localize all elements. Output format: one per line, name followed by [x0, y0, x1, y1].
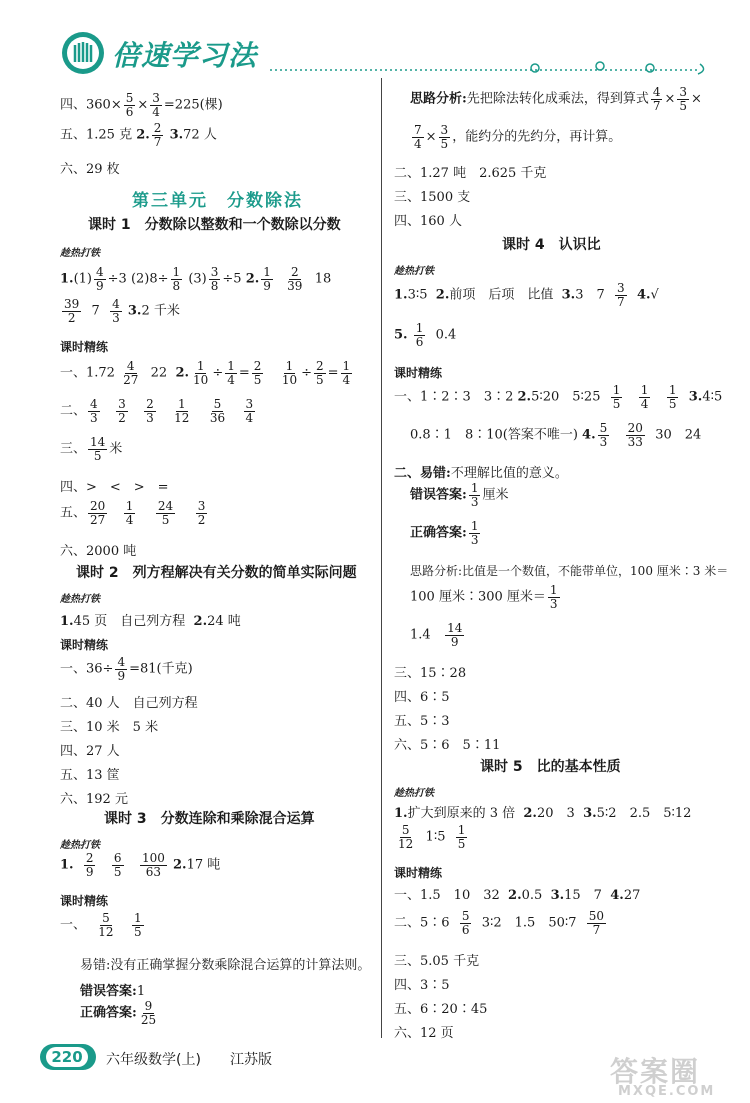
- column-divider: [381, 78, 382, 1038]
- page-footer: [40, 1044, 340, 1074]
- answer-line: $\frac{39}{2}$ 7 $\frac{4}{3}$ 3.2 千米: [64, 297, 180, 325]
- answer-line: 5. $\frac{1}{6}$ 0.4: [394, 321, 457, 349]
- section-tag: 趁热打铁: [60, 594, 100, 605]
- answer-line: $\frac{7}{4}$ × $\frac{3}{5}$ ，能约分的先约分，再计算。: [414, 123, 622, 151]
- section-tag: 趁热打铁: [394, 266, 434, 277]
- section-tag: 课时精练: [394, 366, 443, 380]
- answer-line: 100 厘米∶300 厘米＝ $\frac{1}{3}$: [410, 583, 558, 611]
- answer-line: 四、27 人: [60, 744, 120, 759]
- answer-line: 一、36÷ $\frac{4}{9}$ =81(千克): [60, 655, 193, 683]
- answer-line: 五、 $\frac{20}{27}$ $\frac{1}{4}$ $\frac{24}{5}$ $\frac{3}{2}$: [60, 499, 206, 527]
- answer-line: 正确答案: $\frac{1}{3}$: [410, 519, 479, 547]
- section-tag: 趁热打铁: [394, 788, 434, 799]
- header-rule: [270, 56, 730, 80]
- unit-title: 第三单元 分数除法: [132, 191, 303, 211]
- answer-line: 四、160 人: [394, 214, 462, 229]
- answer-line: 一、1∶2∶3 3∶2 2.5∶20 5∶25 $\frac{1}{5}$ $\frac{1}{4}$ $\frac{1}{5}$ 3.4∶5: [394, 383, 723, 411]
- lesson-title: 课时 2 列方程解决有关分数的简单实际问题: [76, 565, 357, 581]
- answer-line: 三、10 米 5 米: [60, 720, 159, 735]
- watermark: [600, 1050, 746, 1100]
- answer-line: 0.8∶1 8∶10(答案不唯一) 4. $\frac{5}{3}$ $\frac{20}{33}$ 30 24: [410, 421, 702, 449]
- answer-line: 三、5.05 千克: [394, 954, 480, 969]
- section-tag: 课时精练: [60, 638, 109, 652]
- page-number-badge: [40, 1044, 96, 1070]
- answer-line: 四、3∶5: [394, 978, 450, 993]
- answer-line: 1.(1) $\frac{4}{9}$ ÷3 (2)8÷ $\frac{1}{8}$ (3) $\frac{3}{8}$ ÷5 2. $\frac{1}{9}$ $\frac{2}{39}$ 18: [60, 265, 332, 293]
- answer-line: 三、 $\frac{14}{5}$ 米: [60, 435, 123, 463]
- answer-line: 易错:没有正确掌握分数乘除混合运算的计算法则。: [80, 958, 371, 973]
- answer-line: 五、13 筐: [60, 768, 120, 783]
- edition-label: 江苏版: [230, 1052, 272, 1068]
- answer-line: 六、12 页: [394, 1026, 454, 1041]
- book-logo-icon: [60, 30, 106, 76]
- answer-line: 四、360× $\frac{5}{6}$ × $\frac{3}{4}$ =225(棵): [60, 91, 223, 119]
- answer-line: 一、 $\frac{5}{12}$ $\frac{1}{5}$: [60, 911, 142, 939]
- answer-line: 六、5∶6 5∶11: [394, 738, 501, 753]
- answer-line: 四、> < > =: [60, 480, 169, 495]
- answer-line: 五、6∶20∶45: [394, 1002, 488, 1017]
- answer-line: 1.扩大到原来的 3 倍 2.20 3 3.5∶2 2.5 5∶12: [394, 806, 692, 821]
- answer-line: 二、 $\frac{4}{3}$ $\frac{3}{2}$ $\frac{2}{3}$ $\frac{1}{12}$ $\frac{5}{36}$ $\frac{3}{4}$: [60, 397, 254, 425]
- brand-title: 倍速学习法: [112, 39, 258, 72]
- answer-line: 三、15∶28: [394, 666, 467, 681]
- section-tag: 趁热打铁: [60, 248, 100, 259]
- answer-line: 一、1.72 $\frac{4}{27}$ 22 2. $\frac{1}{10}$ ÷ $\frac{1}{4}$ = $\frac{2}{5}$ $\frac{1}{10}$ ÷ $\frac{2}{5}$ = $\frac{1}{4}$: [60, 359, 351, 387]
- page-header: [0, 0, 750, 80]
- lesson-title: 课时 3 分数连除和乘除混合运算: [104, 811, 315, 827]
- answer-line: 1.4 $\frac{14}{9}$: [410, 621, 463, 649]
- answer-line: 错误答案:1: [80, 984, 146, 999]
- lesson-title: 课时 5 比的基本性质: [480, 759, 621, 775]
- answer-line: 1. $\frac{2}{9}$ $\frac{6}{5}$ $\frac{100}{63}$ 2.17 吨: [60, 851, 221, 879]
- answer-line: 1.3∶5 2.前项 后项 比值 3.3 7 $\frac{3}{7}$ 4.√: [394, 281, 659, 309]
- answer-line: 1.45 页 自己列方程 2.24 吨: [60, 614, 241, 629]
- watermark-url: MXQE.COM: [618, 1084, 716, 1099]
- lesson-title: 课时 4 认识比: [502, 237, 601, 253]
- answer-line: 六、192 元: [60, 792, 128, 807]
- answer-line: 五、1.25 克 2. $\frac{2}{7}$ 3.72 人: [60, 121, 217, 149]
- answer-line: $\frac{5}{12}$ 1∶5 $\frac{1}{5}$: [398, 823, 466, 851]
- section-tag: 趁热打铁: [60, 840, 100, 851]
- answer-line: 一、1.5 10 32 2.0.5 3.15 7 4.27: [394, 888, 641, 903]
- answer-line: 四、6∶5: [394, 690, 450, 705]
- lesson-title: 课时 1 分数除以整数和一个数除以分数: [88, 217, 341, 233]
- answer-line: 二、5∶6 $\frac{5}{6}$ 3∶2 1.5 50∶7 $\frac{50}{7}$: [394, 909, 605, 937]
- answer-line: 六、29 枚: [60, 162, 120, 177]
- section-tag: 课时精练: [60, 894, 109, 908]
- answer-line: 二、1.27 吨 2.625 千克: [394, 166, 547, 181]
- answer-line: 五、5∶3: [394, 714, 450, 729]
- watermark-text: 答案圈: [610, 1055, 701, 1088]
- answer-line: 错误答案: $\frac{1}{3}$ 厘米: [410, 481, 509, 509]
- answer-line: 六、2000 吨: [60, 544, 137, 559]
- section-tag: 课时精练: [394, 866, 443, 880]
- answer-line: 三、1500 支: [394, 190, 471, 205]
- answer-line: 思路分析:比值是一个数值，不能带单位，100 厘米∶3 米＝: [410, 564, 729, 578]
- answer-line: 思路分析:先把除法转化成乘法，得到算式 $\frac{4}{7}$ × $\frac{3}{5}$ ×: [410, 85, 702, 113]
- answer-line: 正确答案: $\frac{9}{25}$: [80, 999, 157, 1027]
- answer-line: 二、易错:不理解比值的意义。: [394, 466, 568, 481]
- section-tag: 课时精练: [60, 340, 109, 354]
- book-title: 六年级数学(上): [106, 1052, 201, 1068]
- answer-line: 二、40 人 自己列方程: [60, 696, 198, 711]
- page-number: 220: [46, 1047, 88, 1067]
